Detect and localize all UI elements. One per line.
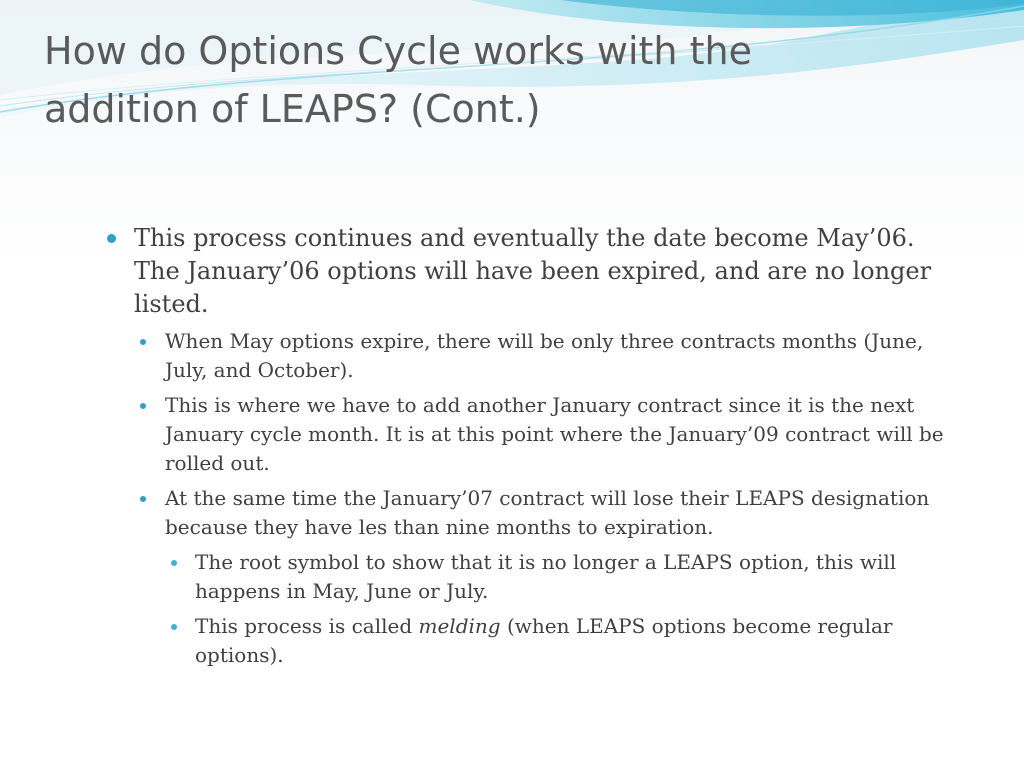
slide-body <box>105 222 965 676</box>
bullet-level3 <box>165 612 965 670</box>
bullet-dot-icon <box>171 560 177 566</box>
melding-emphasis: melding <box>418 614 501 638</box>
bullet-level1 <box>105 222 965 321</box>
bullet-dot-icon <box>140 403 146 409</box>
bullet-level3 <box>165 548 965 606</box>
bullet-text: This is where we have to add another January contract since it is the next January cycle month. It is at this point where the January’09 contract will be rolled out. <box>165 393 944 475</box>
bullet-text-before: This process is called <box>195 614 419 638</box>
bullet-dot-icon <box>107 234 116 243</box>
bullet-level2 <box>134 327 965 385</box>
bullet-text: When May options expire, there will be only three contracts months (June, July, and October). <box>165 329 924 382</box>
bullet-text: The root symbol to show that it is no longer a LEAPS option, this will happens in May, June or July. <box>195 550 897 603</box>
bullet-text: At the same time the January’07 contract will lose their LEAPS designation because they have les than nine months to expiration. <box>165 486 930 539</box>
bullet-level2 <box>134 391 965 478</box>
bullet-text: This process continues and eventually the date become May’06. The January’06 options will have been expired, and are no longer listed. <box>134 224 932 318</box>
bullet-dot-icon <box>171 624 177 630</box>
slide-title-line-1: How do Options Cycle works with the <box>44 29 752 73</box>
slide-title-line-2: addition of LEAPS? (Cont.) <box>44 87 541 131</box>
bullet-dot-icon <box>140 496 146 502</box>
slide-title <box>44 22 944 138</box>
bullet-text-after: (when LEAPS options become regular options). <box>195 614 893 667</box>
bullet-level2 <box>134 484 965 542</box>
bullet-dot-icon <box>140 339 146 345</box>
